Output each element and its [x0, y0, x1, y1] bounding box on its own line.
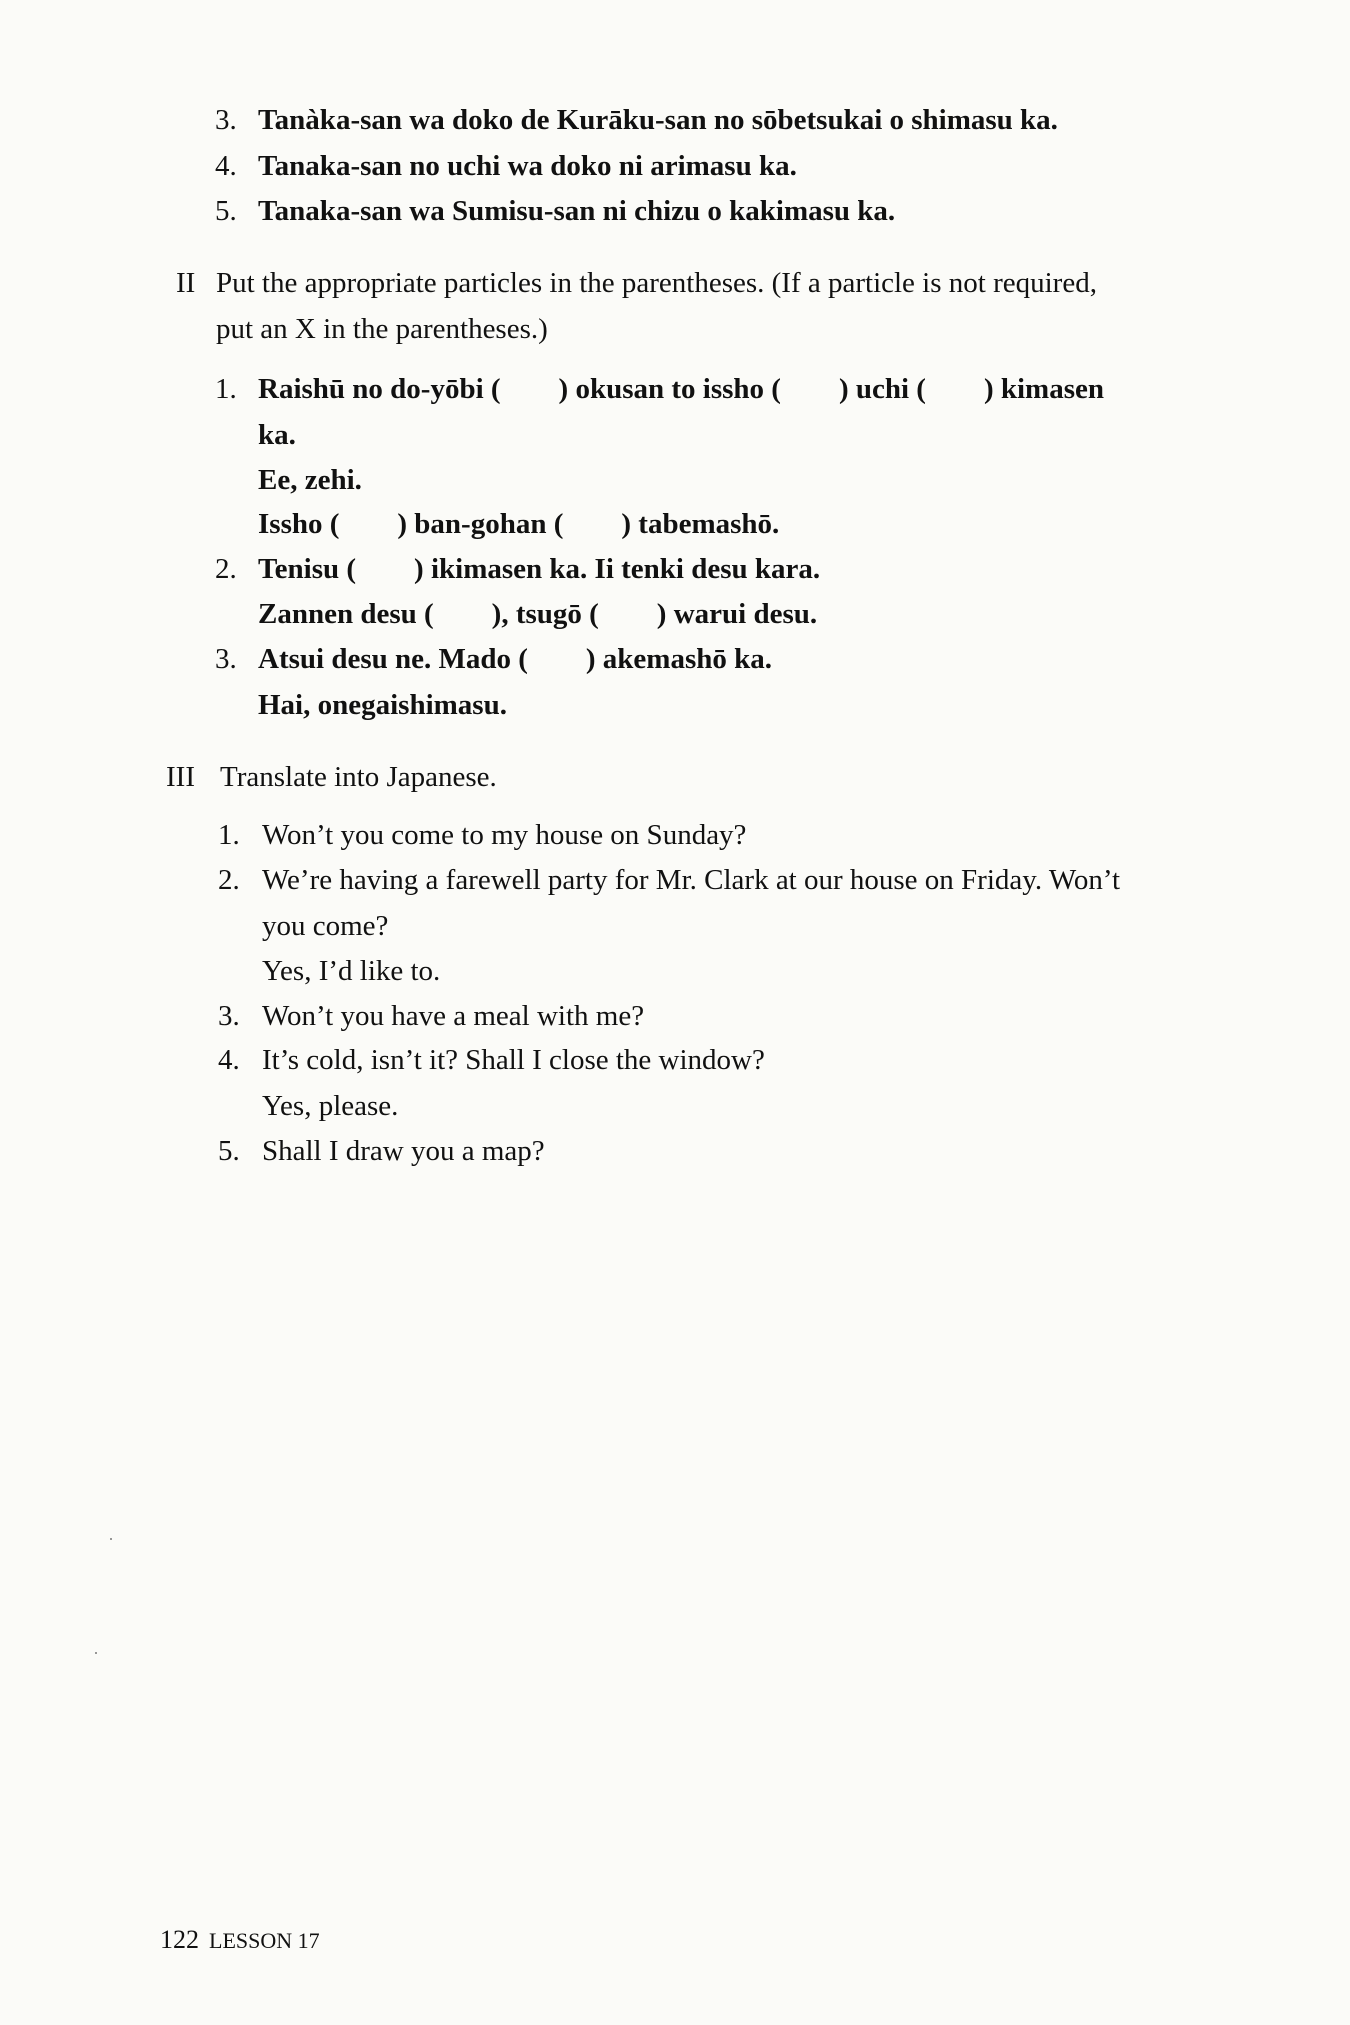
section-instruction: Put the appropriate particles in the parentheses. (If a particle is not required, — [216, 267, 1097, 299]
item-number: 1. — [215, 373, 237, 405]
item-number: 3. — [218, 1000, 240, 1032]
question-text: Tanaka-san wa Sumisu-san ni chizu o kakimasu ka. — [258, 195, 896, 227]
translation-line: you come? — [262, 910, 389, 942]
item-number: 1. — [218, 819, 240, 851]
question-text: Tanaka-san no uchi wa doko ni arimasu ka. — [258, 150, 797, 182]
item-number: 5. — [215, 195, 237, 227]
translation-line: Yes, please. — [262, 1090, 399, 1122]
translation-line: We’re having a farewell party for Mr. Clark at our house on Friday. Won’t — [262, 864, 1121, 896]
section-instruction: Translate into Japanese. — [220, 761, 497, 793]
item-number: 2. — [218, 864, 240, 896]
translation-line: Shall I draw you a map? — [262, 1135, 545, 1167]
exercise-line: Ee, zehi. — [258, 464, 362, 496]
item-number: 3. — [215, 643, 237, 675]
question-text: Tanàka-san wa doko de Kurāku-san no sōbetsukai o shimasu ka. — [258, 104, 1058, 136]
item-number: 5. — [218, 1135, 240, 1167]
exercise-line: Hai, onegaishimasu. — [258, 689, 507, 721]
translation-line: It’s cold, isn’t it? Shall I close the window? — [262, 1044, 765, 1076]
item-number: 2. — [215, 553, 237, 585]
lesson-label: LESSON 17 — [209, 1928, 320, 1953]
section-instruction: put an X in the parentheses.) — [216, 313, 548, 345]
translation-line: Yes, I’d like to. — [262, 955, 441, 987]
section-numeral: II — [176, 267, 196, 299]
item-number: 4. — [215, 150, 237, 182]
exercise-line: Zannen desu ( ), tsugō ( ) warui desu. — [258, 598, 818, 630]
exercise-line: Atsui desu ne. Mado ( ) akemashō ka. — [258, 643, 772, 675]
exercise-line: ka. — [258, 419, 296, 451]
item-number: 3. — [215, 104, 237, 136]
exercise-line: Tenisu ( ) ikimasen ka. Ii tenki desu kara. — [258, 553, 821, 585]
exercise-line: Raishū no do-yōbi ( ) okusan to issho ( ) uchi ( ) kimasen — [258, 373, 1104, 405]
scan-speck — [110, 1538, 112, 1540]
scan-speck — [95, 1652, 97, 1654]
section-numeral: III — [166, 761, 195, 793]
translation-line: Won’t you come to my house on Sunday? — [262, 819, 747, 851]
translation-line: Won’t you have a meal with me? — [262, 1000, 645, 1032]
page-number: 122 — [160, 1925, 199, 1954]
page-footer — [160, 1925, 320, 1956]
exercise-line: Issho ( ) ban-gohan ( ) tabemashō. — [258, 508, 780, 540]
item-number: 4. — [218, 1044, 240, 1076]
